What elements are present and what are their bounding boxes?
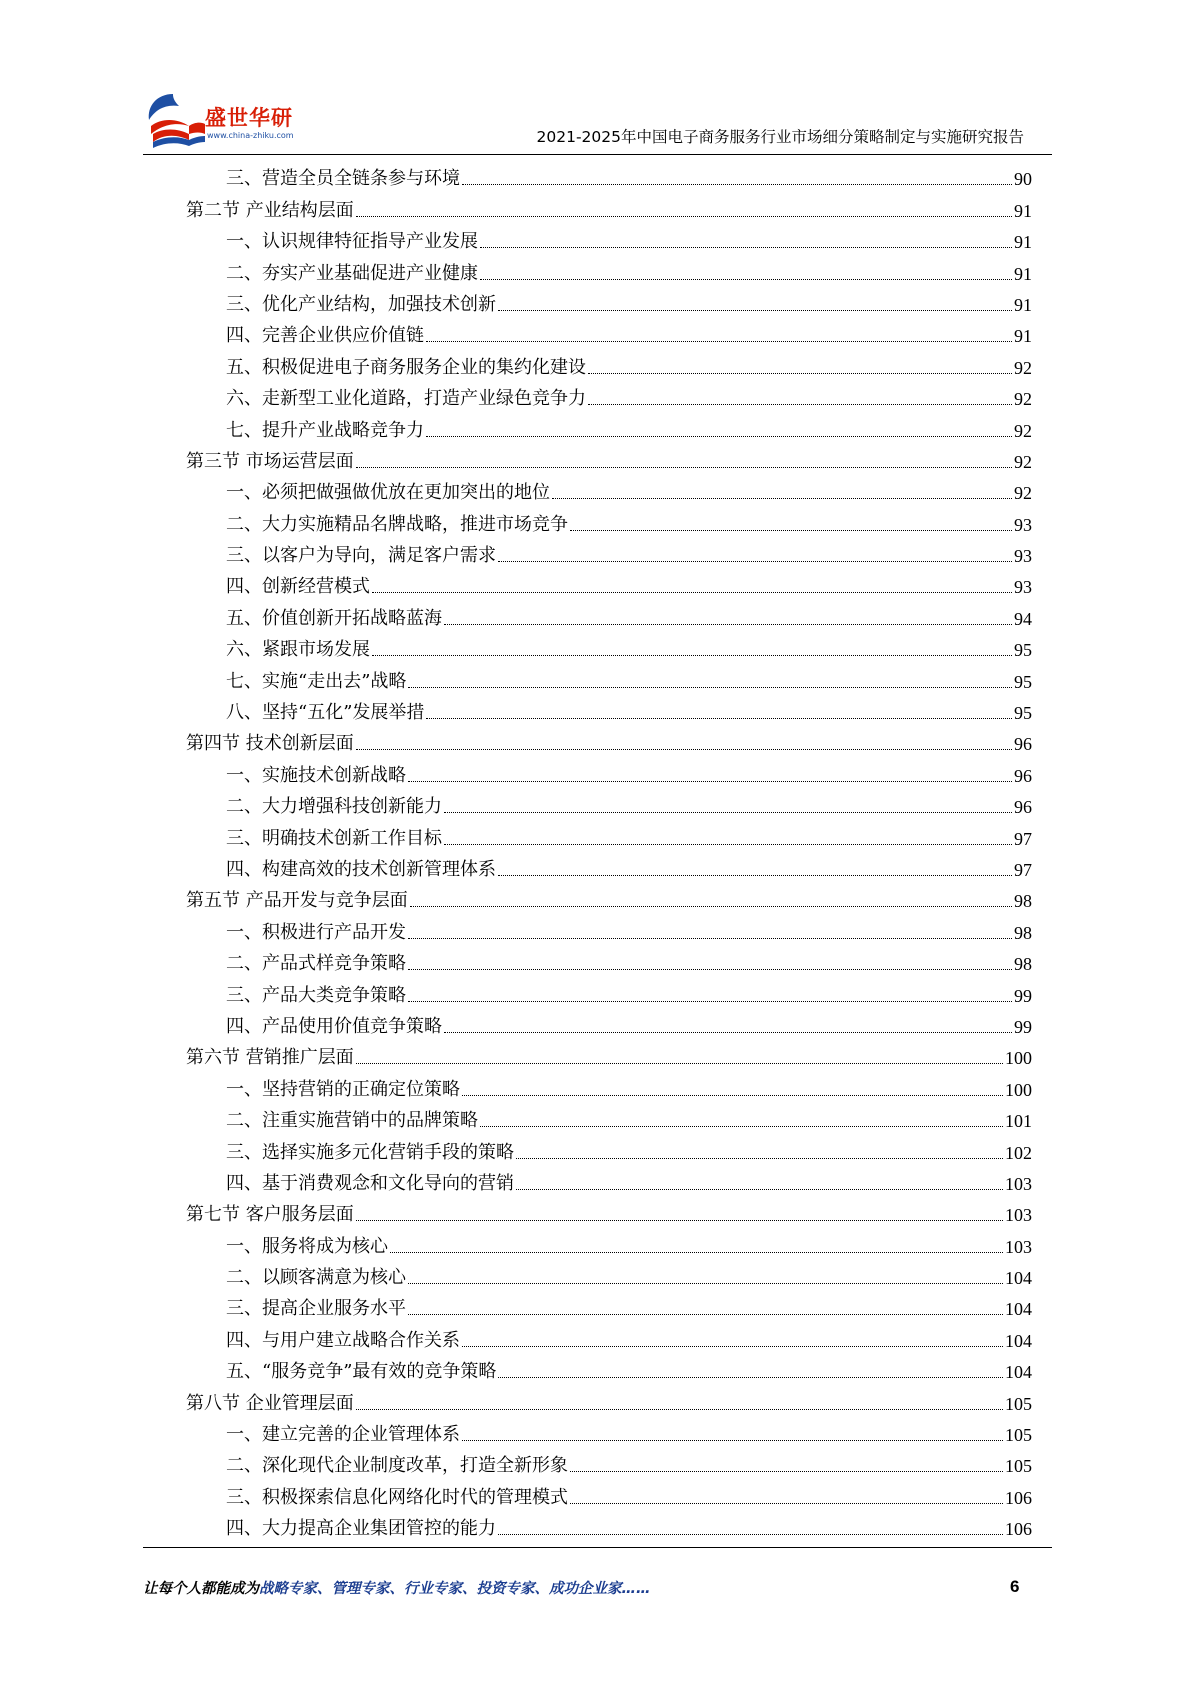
toc-section-entry[interactable] (186, 882, 1032, 913)
header-divider (143, 154, 1052, 155)
toc-entry-page: 100 (1005, 1079, 1032, 1100)
footer-slogan (143, 1577, 651, 1598)
toc-entry-label: 三、优化产业结构，加强技术创新 (226, 293, 496, 315)
toc-entry-page: 101 (1005, 1111, 1032, 1132)
toc-section-entry[interactable] (186, 1196, 1032, 1227)
toc-entry-page: 93 (1014, 514, 1032, 535)
toc-subsection-entry[interactable] (186, 945, 1032, 976)
toc-dot-leader (516, 1189, 1003, 1190)
toc-dot-leader (356, 467, 1012, 468)
toc-dot-leader (372, 655, 1012, 656)
toc-entry-label: 第四节 技术创新层面 (186, 733, 354, 755)
toc-subsection-entry[interactable] (186, 1102, 1032, 1133)
toc-entry-label: 一、认识规律特征指导产业发展 (226, 231, 478, 253)
toc-subsection-entry[interactable] (186, 1353, 1032, 1384)
toc-dot-leader (426, 718, 1012, 719)
toc-entry-page: 103 (1005, 1236, 1032, 1257)
footer-divider (143, 1547, 1052, 1548)
logo-url: www.china-zhiku.com (207, 131, 294, 140)
toc-entry-label: 一、积极进行产品开发 (226, 921, 406, 943)
toc-entry-label: 第六节 营销推广层面 (186, 1047, 354, 1069)
toc-dot-leader (588, 404, 1012, 405)
logo-name: 盛世华研 (205, 106, 293, 130)
toc-dot-leader (462, 184, 1012, 185)
toc-entry-page: 104 (1005, 1330, 1032, 1351)
toc-dot-leader (462, 1095, 1003, 1096)
toc-dot-leader (356, 1409, 1003, 1410)
toc-subsection-entry[interactable] (186, 254, 1032, 285)
toc-entry-label: 第三节 市场运营层面 (186, 450, 354, 472)
toc-entry-label: 一、实施技术创新战略 (226, 764, 406, 786)
toc-subsection-entry[interactable] (186, 380, 1032, 411)
toc-entry-page: 99 (1014, 985, 1032, 1006)
toc-entry-label: 五、积极促进电子商务服务企业的集约化建设 (226, 356, 586, 378)
toc-entry-label: 二、大力增强科技创新能力 (226, 796, 442, 818)
toc-entry-label: 四、构建高效的技术创新管理体系 (226, 858, 496, 880)
toc-entry-page: 91 (1014, 232, 1032, 253)
toc-dot-leader (372, 592, 1012, 593)
toc-entry-label: 三、积极探索信息化网络化时代的管理模式 (226, 1486, 568, 1508)
toc-dot-leader (498, 1377, 1003, 1378)
footer-slogan-prefix: 让每个人都能成为 (143, 1581, 259, 1597)
toc-entry-page: 105 (1005, 1425, 1032, 1446)
toc-entry-label: 四、产品使用价值竞争策略 (226, 1015, 442, 1037)
toc-subsection-entry[interactable] (186, 1510, 1032, 1541)
toc-dot-leader (480, 279, 1012, 280)
toc-entry-label: 三、产品大类竞争策略 (226, 984, 406, 1006)
toc-entry-label: 五、价值创新开拓战略蓝海 (226, 607, 442, 629)
toc-entry-label: 二、产品式样竞争策略 (226, 953, 406, 975)
toc-subsection-entry[interactable] (186, 1165, 1032, 1196)
toc-dot-leader (408, 1001, 1012, 1002)
toc-dot-leader (570, 1471, 1003, 1472)
toc-subsection-entry[interactable] (186, 1447, 1032, 1478)
toc-entry-page: 91 (1014, 326, 1032, 347)
toc-entry-page: 95 (1014, 703, 1032, 724)
toc-subsection-entry[interactable] (186, 788, 1032, 819)
footer-slogan-emphasis: 战略专家、管理专家、行业专家、投资专家、成功企业家…… (259, 1581, 651, 1597)
toc-subsection-entry[interactable] (186, 1070, 1032, 1101)
toc-entry-label: 七、提升产业战略竞争力 (226, 419, 424, 441)
toc-entry-page: 100 (1005, 1048, 1032, 1069)
toc-entry-page: 104 (1005, 1362, 1032, 1383)
toc-entry-label: 第七节 客户服务层面 (186, 1204, 354, 1226)
toc-subsection-entry[interactable] (186, 474, 1032, 505)
toc-entry-page: 106 (1005, 1519, 1032, 1540)
toc-entry-label: 六、走新型工业化道路，打造产业绿色竞争力 (226, 388, 586, 410)
toc-dot-leader (480, 1126, 1003, 1127)
toc-dot-leader (516, 1158, 1003, 1159)
toc-entry-page: 95 (1014, 671, 1032, 692)
toc-subsection-entry[interactable] (186, 913, 1032, 944)
toc-entry-label: 三、营造全员全链条参与环境 (226, 168, 460, 190)
toc-entry-label: 六、紧跟市场发展 (226, 639, 370, 661)
toc-entry-label: 二、夯实产业基础促进产业健康 (226, 262, 478, 284)
toc-entry-page: 95 (1014, 640, 1032, 661)
toc-dot-leader (356, 216, 1012, 217)
toc-subsection-entry[interactable] (186, 631, 1032, 662)
toc-entry-page: 92 (1014, 483, 1032, 504)
toc-dot-leader (444, 812, 1012, 813)
toc-entry-page: 104 (1005, 1299, 1032, 1320)
toc-entry-page: 105 (1005, 1393, 1032, 1414)
company-logo (143, 88, 343, 154)
toc-dot-leader (552, 498, 1012, 499)
toc-dot-leader (444, 1032, 1012, 1033)
toc-entry-page: 98 (1014, 891, 1032, 912)
toc-entry-label: 二、以顾客满意为核心 (226, 1267, 406, 1289)
toc-dot-leader (356, 1220, 1003, 1221)
toc-entry-page: 102 (1005, 1142, 1032, 1163)
toc-entry-page: 93 (1014, 546, 1032, 567)
toc-subsection-entry[interactable] (186, 286, 1032, 317)
toc-entry-label: 四、与用户建立战略合作关系 (226, 1329, 460, 1351)
toc-entry-page: 98 (1014, 922, 1032, 943)
toc-entry-page: 96 (1014, 765, 1032, 786)
toc-dot-leader (462, 1440, 1003, 1441)
toc-entry-page: 103 (1005, 1205, 1032, 1226)
toc-section-entry[interactable] (186, 191, 1032, 222)
toc-section-entry[interactable] (186, 1384, 1032, 1415)
toc-subsection-entry[interactable] (186, 694, 1032, 725)
toc-entry-label: 三、提高企业服务水平 (226, 1298, 406, 1320)
toc-entry-label: 三、以客户为导向，满足客户需求 (226, 545, 496, 567)
toc-entry-page: 106 (1005, 1487, 1032, 1508)
toc-entry-label: 二、注重实施营销中的品牌策略 (226, 1110, 478, 1132)
toc-subsection-entry[interactable] (186, 1478, 1032, 1509)
toc-entry-page: 92 (1014, 420, 1032, 441)
toc-subsection-entry[interactable] (186, 223, 1032, 254)
toc-dot-leader (410, 906, 1012, 907)
toc-entry-label: 四、大力提高企业集团管控的能力 (226, 1518, 496, 1540)
toc-entry-label: 一、建立完善的企业管理体系 (226, 1424, 460, 1446)
toc-dot-leader (498, 310, 1012, 311)
toc-dot-leader (408, 687, 1012, 688)
page-header (143, 88, 1052, 156)
toc-entry-page: 105 (1005, 1456, 1032, 1477)
toc-section-entry[interactable] (186, 443, 1032, 474)
toc-entry-label: 第八节 企业管理层面 (186, 1392, 354, 1414)
toc-dot-leader (588, 373, 1012, 374)
toc-entry-label: 二、深化现代企业制度改革，打造全新形象 (226, 1455, 568, 1477)
toc-entry-label: 一、坚持营销的正确定位策略 (226, 1078, 460, 1100)
toc-dot-leader (480, 247, 1012, 248)
toc-entry-page: 94 (1014, 608, 1032, 629)
toc-dot-leader (356, 749, 1012, 750)
toc-entry-page: 92 (1014, 451, 1032, 472)
toc-subsection-entry[interactable] (186, 599, 1032, 630)
toc-entry-page: 103 (1005, 1173, 1032, 1194)
toc-entry-label: 五、“服务竞争”最有效的竞争策略 (226, 1361, 497, 1383)
toc-dot-leader (408, 1314, 1003, 1315)
toc-dot-leader (498, 561, 1012, 562)
toc-subsection-entry[interactable] (186, 1321, 1032, 1352)
toc-dot-leader (462, 1346, 1003, 1347)
toc-subsection-entry[interactable] (186, 317, 1032, 348)
toc-dot-leader (498, 1534, 1003, 1535)
toc-section-entry[interactable] (186, 725, 1032, 756)
toc-subsection-entry[interactable] (186, 756, 1032, 787)
toc-entry-label: 四、完善企业供应价值链 (226, 325, 424, 347)
toc-entry-label: 七、实施“走出去”战略 (226, 670, 407, 692)
toc-subsection-entry[interactable] (186, 662, 1032, 693)
toc-entry-page: 96 (1014, 797, 1032, 818)
toc-entry-page: 99 (1014, 1016, 1032, 1037)
toc-subsection-entry[interactable] (186, 411, 1032, 442)
toc-subsection-entry[interactable] (186, 1227, 1032, 1258)
toc-subsection-entry[interactable] (186, 1416, 1032, 1447)
toc-dot-leader (444, 844, 1012, 845)
toc-entry-label: 八、坚持“五化”发展举措 (226, 702, 425, 724)
toc-entry-page: 91 (1014, 200, 1032, 221)
page-number: 6 (1010, 1577, 1020, 1596)
toc-entry-page: 96 (1014, 734, 1032, 755)
toc-dot-leader (498, 875, 1012, 876)
table-of-contents (186, 160, 1032, 1541)
toc-entry-label: 四、基于消费观念和文化导向的营销 (226, 1172, 514, 1194)
toc-entry-label: 二、大力实施精品名牌战略，推进市场竞争 (226, 513, 568, 535)
toc-subsection-entry[interactable] (186, 568, 1032, 599)
toc-entry-page: 93 (1014, 577, 1032, 598)
toc-dot-leader (426, 436, 1012, 437)
toc-dot-leader (570, 530, 1012, 531)
report-title: 2021-2025年中国电子商务服务行业市场细分策略制定与实施研究报告 (536, 128, 1024, 146)
toc-entry-page: 92 (1014, 357, 1032, 378)
toc-dot-leader (390, 1252, 1003, 1253)
toc-entry-label: 一、必须把做强做优放在更加突出的地位 (226, 482, 550, 504)
toc-entry-label: 第五节 产品开发与竞争层面 (186, 890, 408, 912)
toc-subsection-entry[interactable] (186, 851, 1032, 882)
toc-subsection-entry[interactable] (186, 1133, 1032, 1164)
toc-subsection-entry[interactable] (186, 1290, 1032, 1321)
toc-dot-leader (570, 1503, 1003, 1504)
toc-subsection-entry[interactable] (186, 160, 1032, 191)
toc-dot-leader (408, 1283, 1003, 1284)
toc-entry-label: 三、选择实施多元化营销手段的策略 (226, 1141, 514, 1163)
toc-entry-page: 91 (1014, 294, 1032, 315)
toc-subsection-entry[interactable] (186, 1259, 1032, 1290)
logo-emblem-icon (143, 88, 207, 154)
toc-entry-label: 四、创新经营模式 (226, 576, 370, 598)
toc-dot-leader (408, 969, 1012, 970)
toc-section-entry[interactable] (186, 1039, 1032, 1070)
toc-dot-leader (408, 938, 1012, 939)
toc-entry-page: 97 (1014, 859, 1032, 880)
toc-subsection-entry[interactable] (186, 505, 1032, 536)
toc-dot-leader (408, 781, 1012, 782)
toc-subsection-entry[interactable] (186, 1008, 1032, 1039)
toc-subsection-entry[interactable] (186, 976, 1032, 1007)
toc-entry-page: 98 (1014, 954, 1032, 975)
toc-entry-page: 92 (1014, 389, 1032, 410)
toc-entry-label: 一、服务将成为核心 (226, 1235, 388, 1257)
toc-entry-page: 104 (1005, 1268, 1032, 1289)
toc-entry-page: 90 (1014, 169, 1032, 190)
toc-entry-label: 三、明确技术创新工作目标 (226, 827, 442, 849)
toc-subsection-entry[interactable] (186, 819, 1032, 850)
toc-entry-page: 91 (1014, 263, 1032, 284)
toc-subsection-entry[interactable] (186, 537, 1032, 568)
toc-dot-leader (444, 624, 1012, 625)
toc-entry-page: 97 (1014, 828, 1032, 849)
toc-dot-leader (426, 341, 1012, 342)
toc-dot-leader (356, 1063, 1003, 1064)
toc-subsection-entry[interactable] (186, 348, 1032, 379)
toc-entry-label: 第二节 产业结构层面 (186, 199, 354, 221)
